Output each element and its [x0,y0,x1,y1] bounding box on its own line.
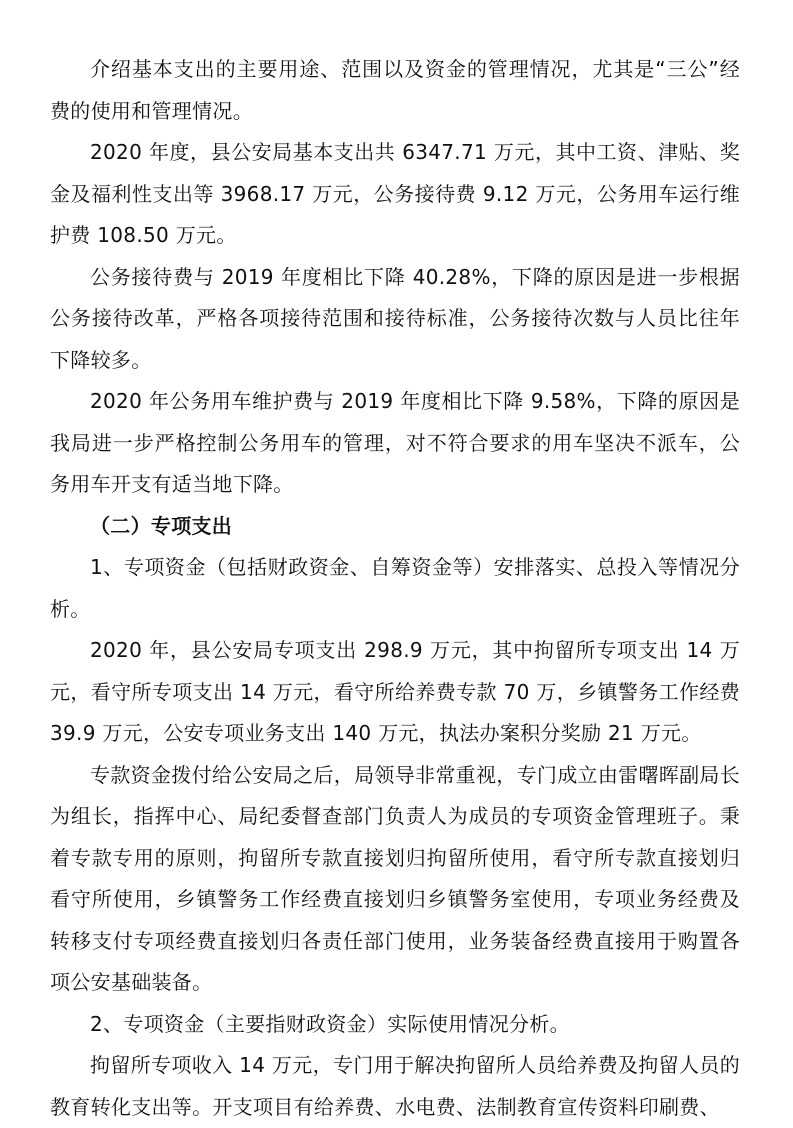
paragraph-reception-fee: 公务接待费与 2019 年度相比下降 40.28%，下降的原因是进一步根据公务接待改革，严格各项接待范围和接待标准，公务接待次数与人员比往年下降较多。 [50,264,740,372]
paragraph-vehicle-fee: 2020 年公务用车维护费与 2019 年度相比下降 9.58%，下降的原因是我局进一步严格控制公务用车的管理，对不符合要求的用车坚决不派车，公务用车开支有适当地下降。 [50,389,740,496]
document-body [50,49,740,1128]
paragraph-basic-expenditure: 2020 年度，县公安局基本支出共 6347.71 万元，其中工资、津贴、奖金及福利性支出等 3968.17 万元，公务接待费 9.12 万元，公务用车运行维护费 108.50 万元。 [50,140,740,247]
paragraph-special-expenditure-total: 2020 年，县公安局专项支出 298.9 万元，其中拘留所专项支出 14 万元，看守所专项支出 14 万元，看守所给养费专款 70 万，乡镇警务工作经费 39.9 万元，公安专项业务支出 140 万元，执法办案积分奖励 21 万元。 [50,638,740,745]
section-heading-special-expenditure: （二）专项支出 [90,513,233,538]
paragraph-detention-income: 拘留所专项收入 14 万元，专门用于解决拘留所人员给养费及拘留人员的教育转化支出等。开支项目有给养费、水电费、法制教育宣传资料印刷费、 [50,1053,740,1119]
paragraph-special-funds-item-1: 1、专项资金（包括财政资金、自筹资金等）安排落实、总投入等情况分析。 [50,555,740,621]
paragraph-fund-management: 专款资金拨付给公安局之后，局领导非常重视，专门成立由雷曙晖副局长为组长，指挥中心、局纪委督查部门负责人为成员的专项资金管理班子。秉着专款专用的原则，拘留所专款直接划归拘留所使用，看守所专款直接划归看守所使用，乡镇警务工作经费直接划归乡镇警务室使用，专项业务经费及转移支付专项经费直接划归各责任部门使用，业务装备经费直接用于购置各项公安基础装备。 [50,762,740,994]
paragraph-special-funds-item-2: 2、专项资金（主要指财政资金）实际使用情况分析。 [90,1011,570,1036]
paragraph-intro: 介绍基本支出的主要用途、范围以及资金的管理情况，尤其是“三公”经费的使用和管理情况。 [50,57,740,123]
